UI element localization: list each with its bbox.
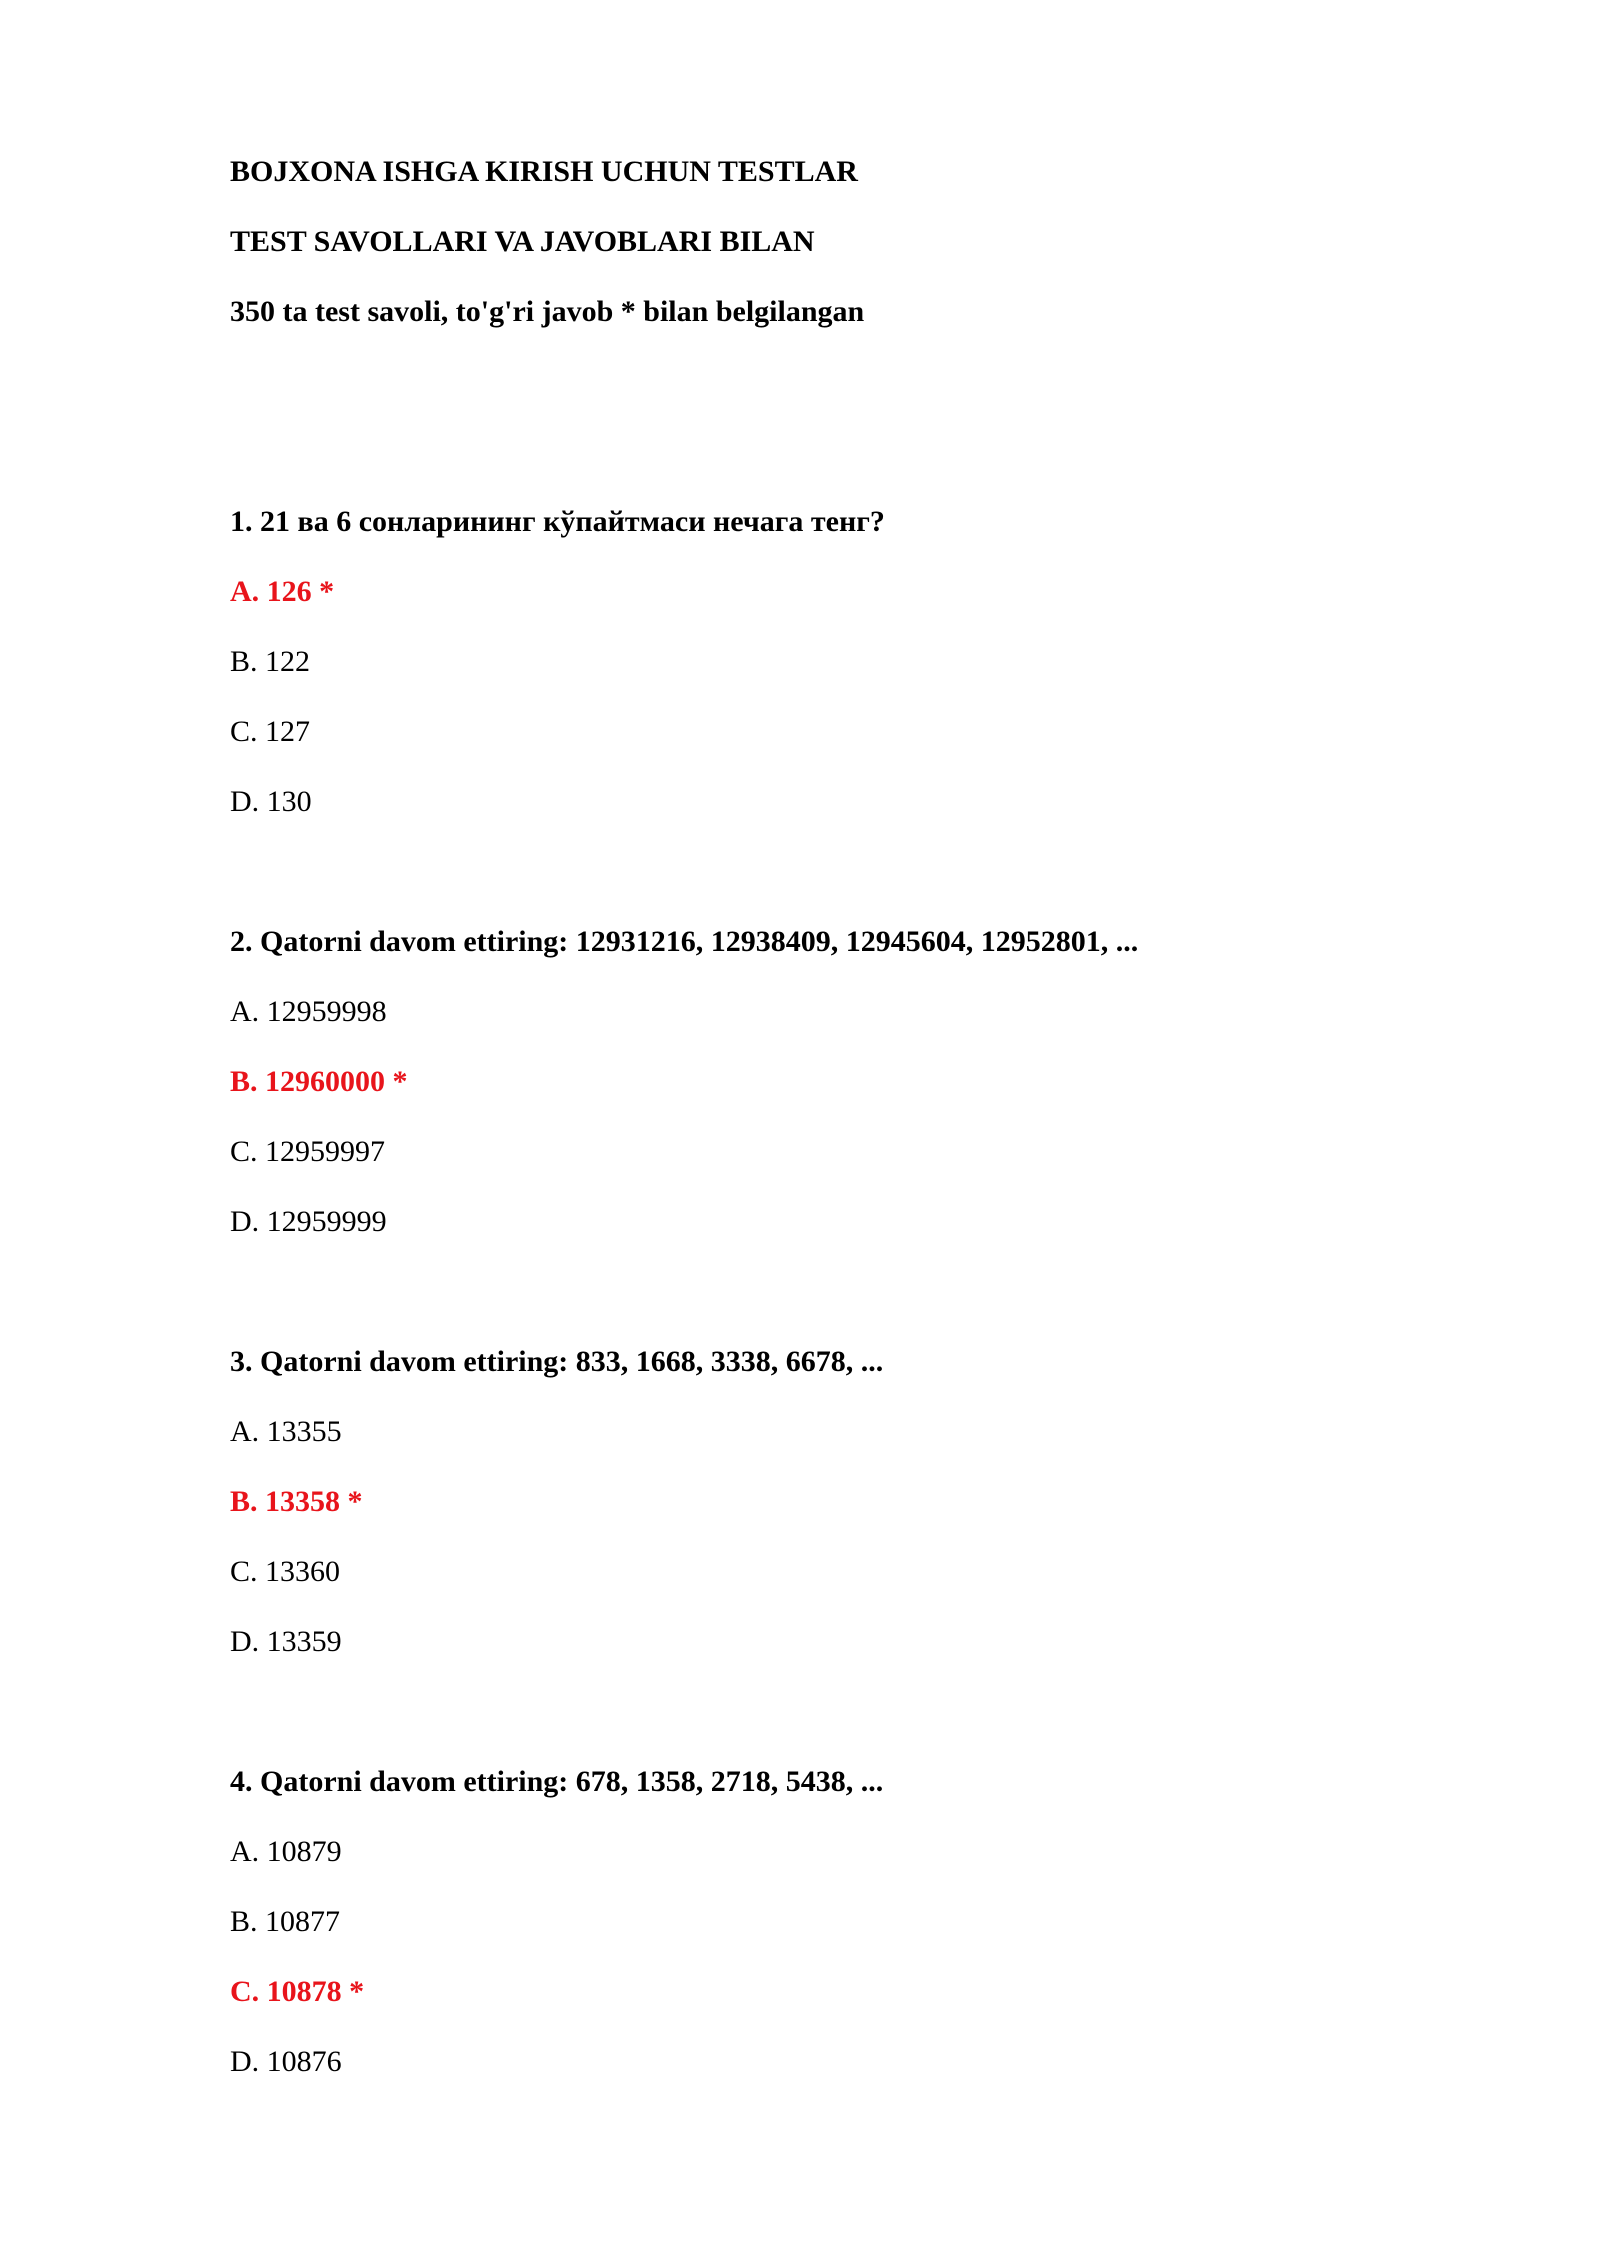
question-3: 3. Qatorni davom ettiring: 833, 1668, 3338, 6678, ... [230, 1345, 884, 1378]
question-1: 1. 21 ва 6 сонларининг кўпайтмаси нечага тенг? [230, 505, 885, 538]
question-2-option-c: C. 12959997 [230, 1135, 386, 1168]
question-4-option-a: A. 10879 [230, 1835, 342, 1868]
question-1-option-a: A. 126 * [230, 575, 335, 608]
question-3-option-c: C. 13360 [230, 1555, 341, 1588]
question-3-option-a: A. 13355 [230, 1415, 342, 1448]
question-1-option-b: B. 122 [230, 645, 311, 678]
question-2-option-a: A. 12959998 [230, 995, 387, 1028]
question-1-option-d: D. 130 [230, 785, 312, 818]
question-4-option-d: D. 10876 [230, 2045, 342, 2078]
document-note: 350 ta test savoli, to'g'ri javob * bilan belgilangan [230, 295, 865, 328]
question-2-option-b: B. 12960000 * [230, 1065, 408, 1098]
question-4: 4. Qatorni davom ettiring: 678, 1358, 2718, 5438, ... [230, 1765, 884, 1798]
question-3-option-b: B. 13358 * [230, 1485, 363, 1518]
document-subtitle: TEST SAVOLLARI VA JAVOBLARI BILAN [230, 225, 815, 258]
question-4-option-c: C. 10878 * [230, 1975, 365, 2008]
question-3-option-d: D. 13359 [230, 1625, 342, 1658]
question-2-option-d: D. 12959999 [230, 1205, 387, 1238]
document-title: BOJXONA ISHGA KIRISH UCHUN TESTLAR [230, 155, 858, 188]
question-2: 2. Qatorni davom ettiring: 12931216, 12938409, 12945604, 12952801, ... [230, 925, 1139, 958]
question-4-option-b: B. 10877 [230, 1905, 341, 1938]
question-1-option-c: C. 127 [230, 715, 311, 748]
